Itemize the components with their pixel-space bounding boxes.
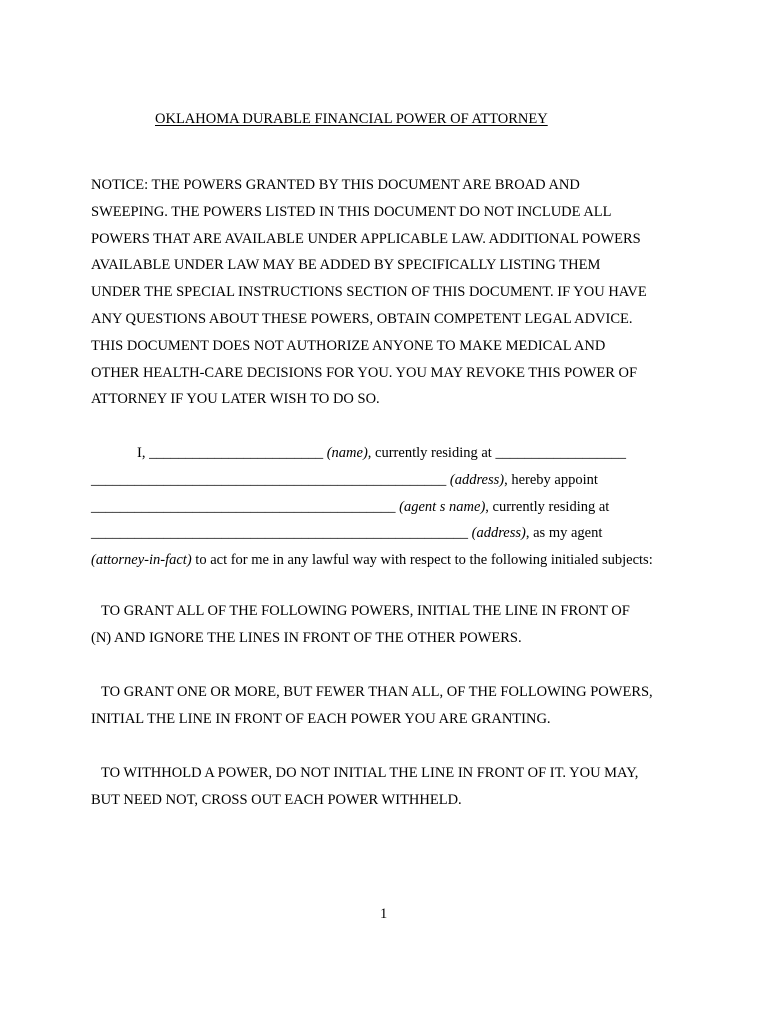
attorney-in-fact-label: (attorney-in-fact) bbox=[91, 552, 192, 569]
notice-line: ANY QUESTIONS ABOUT THESE POWERS, OBTAIN COMPETENT LEGAL ADVICE. bbox=[91, 310, 633, 327]
appointment-text: , currently residing at bbox=[485, 498, 610, 515]
notice-line: UNDER THE SPECIAL INSTRUCTIONS SECTION OF THIS DOCUMENT. IF YOU HAVE bbox=[91, 284, 647, 301]
instruction-line: INITIAL THE LINE IN FRONT OF EACH POWER YOU ARE GRANTING. bbox=[91, 711, 551, 727]
appointment-paragraph bbox=[91, 440, 691, 574]
appointment-text: , hereby appoint bbox=[504, 471, 598, 488]
instruction-line: TO GRANT ONE OR MORE, BUT FEWER THAN ALL, OF THE FOLLOWING POWERS, bbox=[101, 684, 653, 700]
residence-blank[interactable]: __________________ bbox=[495, 445, 626, 461]
notice-line: THIS DOCUMENT DOES NOT AUTHORIZE ANYONE TO MAKE MEDICAL AND bbox=[91, 337, 606, 354]
name-blank[interactable]: ________________________ bbox=[149, 445, 324, 461]
agent-address-label: (address) bbox=[471, 525, 526, 542]
notice-line: SWEEPING. THE POWERS LISTED IN THIS DOCUMENT DO NOT INCLUDE ALL bbox=[91, 203, 612, 220]
appointment-line-2 bbox=[91, 467, 691, 494]
instruction-line: (N) AND IGNORE THE LINES IN FRONT OF THE OTHER POWERS. bbox=[91, 630, 522, 646]
name-label: (name) bbox=[326, 445, 368, 461]
notice-line: NOTICE: THE POWERS GRANTED BY THIS DOCUMENT ARE BROAD AND bbox=[91, 177, 580, 193]
notice-line: OTHER HEALTH-CARE DECISIONS FOR YOU. YOU MAY REVOKE THIS POWER OF bbox=[91, 364, 638, 381]
agent-name-label: (agent s name) bbox=[399, 498, 486, 515]
instruction-line: TO GRANT ALL OF THE FOLLOWING POWERS, INITIAL THE LINE IN FRONT OF bbox=[101, 603, 630, 619]
appointment-text: , as my agent bbox=[525, 525, 603, 542]
appointment-text: to act for me in any lawful way with respect to the following initialed subjects: bbox=[191, 552, 653, 569]
appointment-text: I, bbox=[137, 445, 150, 461]
address-blank[interactable]: _________________________________________________ bbox=[91, 471, 447, 488]
instruction-line: BUT NEED NOT, CROSS OUT EACH POWER WITHHELD. bbox=[91, 792, 462, 808]
appointment-text: , currently residing at bbox=[367, 445, 496, 461]
notice-line: AVAILABLE UNDER LAW MAY BE ADDED BY SPECIFICALLY LISTING THEM bbox=[91, 257, 601, 274]
document-title: OKLAHOMA DURABLE FINANCIAL POWER OF ATTORNEY bbox=[155, 111, 548, 127]
instruction-withhold bbox=[91, 760, 701, 814]
notice-line: ATTORNEY IF YOU LATER WISH TO DO SO. bbox=[91, 391, 380, 408]
notice-paragraph bbox=[91, 172, 691, 413]
address-label: (address) bbox=[449, 471, 505, 488]
appointment-line-1 bbox=[91, 440, 691, 467]
appointment-line-4 bbox=[91, 520, 691, 547]
appointment-line-5 bbox=[91, 547, 691, 574]
page-number: 1 bbox=[380, 906, 388, 922]
notice-line: POWERS THAT ARE AVAILABLE UNDER APPLICABLE LAW. ADDITIONAL POWERS bbox=[91, 230, 641, 247]
instruction-grant-some bbox=[91, 679, 701, 733]
instruction-line: TO WITHHOLD A POWER, DO NOT INITIAL THE LINE IN FRONT OF IT. YOU MAY, bbox=[101, 765, 639, 781]
instruction-grant-all bbox=[91, 598, 701, 652]
agent-name-blank[interactable]: __________________________________________ bbox=[91, 498, 396, 515]
agent-address-blank[interactable]: ____________________________________________________ bbox=[91, 525, 468, 542]
appointment-line-3 bbox=[91, 494, 691, 521]
